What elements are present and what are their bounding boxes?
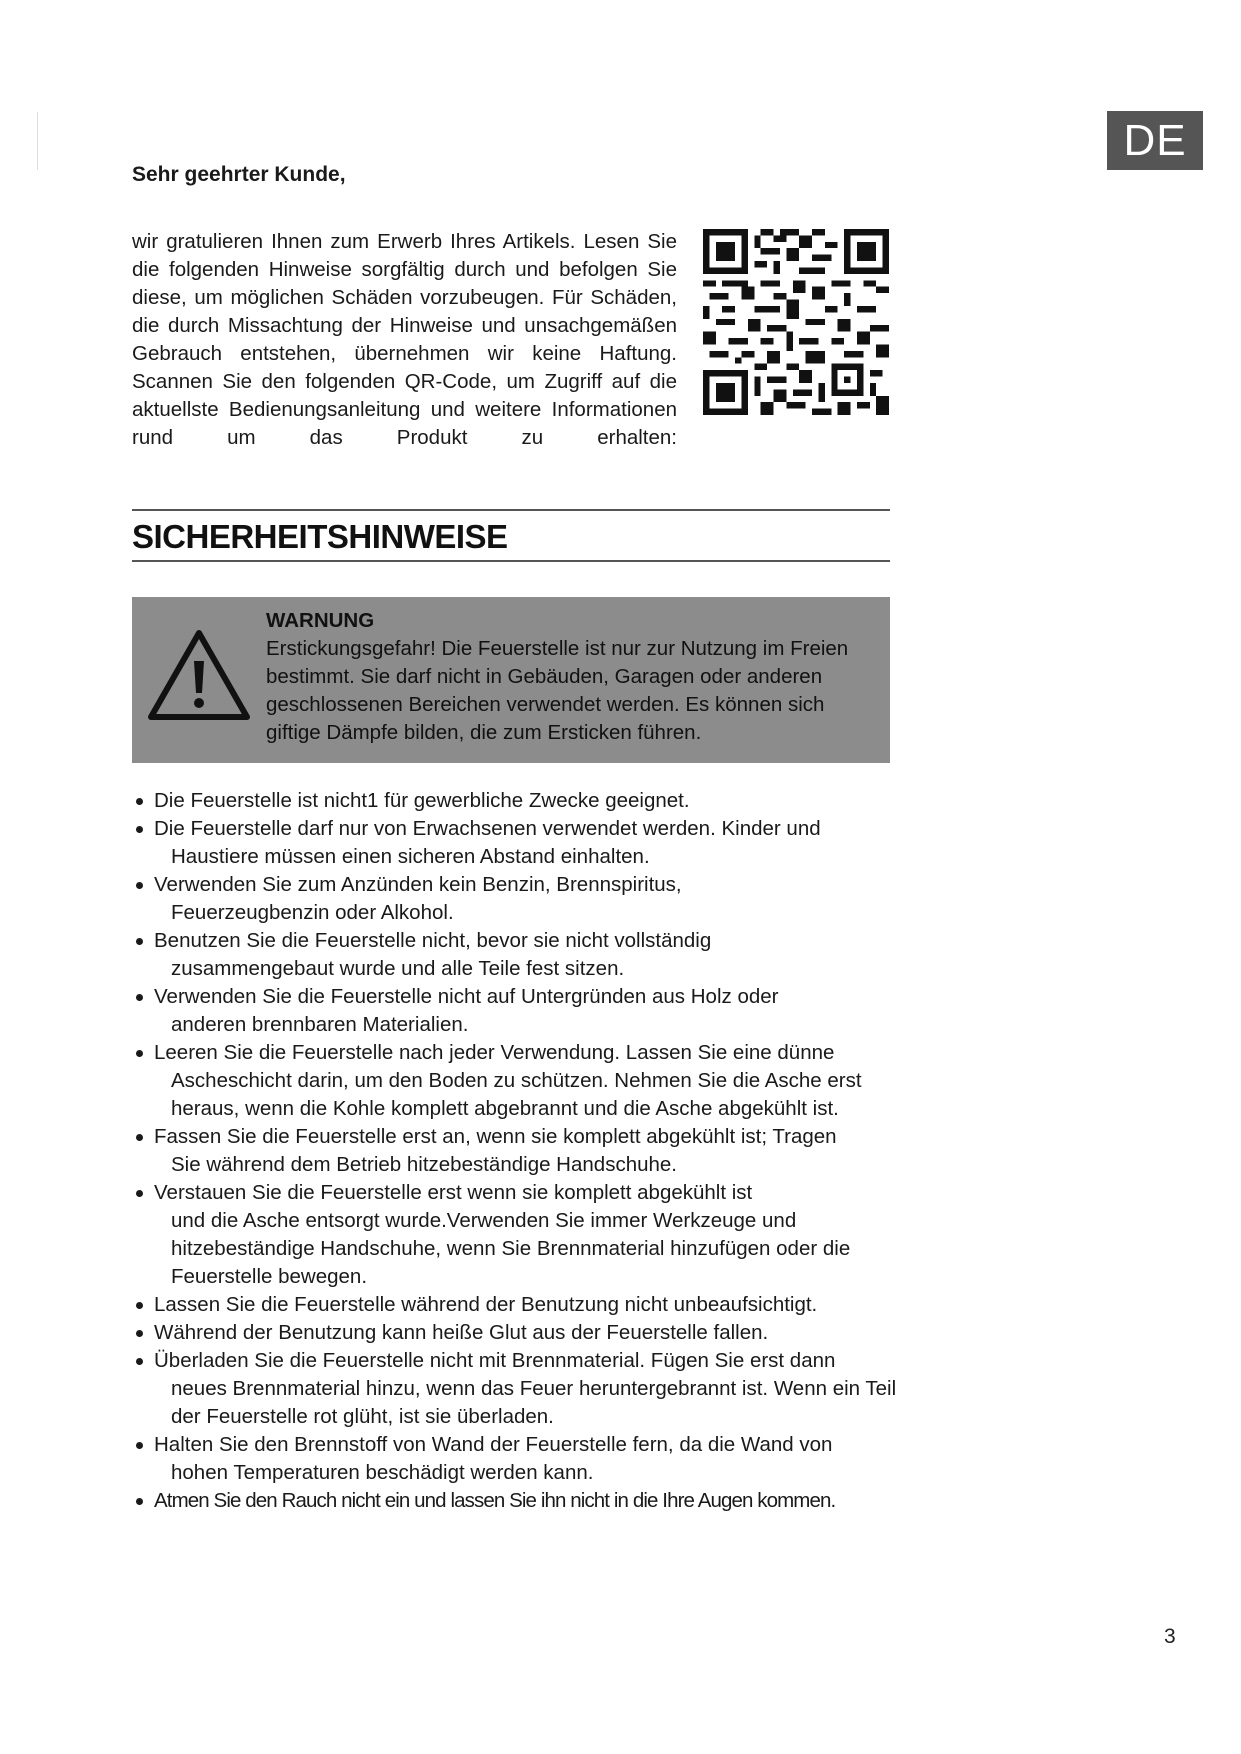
list-item-text: Verstauen Sie die Feuerstelle erst wenn sie komplett abgekühlt ist	[154, 1181, 753, 1204]
list-item-text: Leeren Sie die Feuerstelle nach jeder Verwendung. Lassen Sie eine dünne	[154, 1041, 835, 1064]
list-item	[132, 1347, 902, 1431]
list-item	[132, 1487, 902, 1515]
list-item	[132, 927, 902, 983]
list-item	[132, 871, 902, 927]
list-item	[132, 1319, 902, 1347]
list-item-continuation: neues Brennmaterial hinzu, wenn das Feuer heruntergebrannt ist. Wenn ein Teil der Feuerstelle rot glüht, ist sie überladen.	[171, 1377, 897, 1428]
list-item	[132, 815, 902, 871]
intro-paragraph: wir gratulieren Ihnen zum Erwerb Ihres Artikels. Lesen Sie die folgenden Hinweise sorgfältig durch und befolgen Sie diese, um möglichen Schäden vorzubeugen. Für Schäden, die durch Missachtung der Hinweise und unsachgemäßen Gebrauch entstehen, übernehmen wir keine Haftung. Scannen Sie den folgenden QR-Code, um Zugriff auf die aktuellste Bedienungsanleitung und weitere Informationen rund um das Produkt zu erhalten:	[132, 230, 677, 449]
list-item-text: Halten Sie den Brennstoff von Wand der Feuerstelle fern, da die Wand von	[154, 1433, 833, 1456]
list-item	[132, 1179, 902, 1291]
qr-code[interactable]	[703, 229, 889, 415]
warning-title: WARNUNG	[266, 609, 375, 632]
language-tab: DE	[1107, 111, 1203, 170]
list-item-text: Fassen Sie die Feuerstelle erst an, wenn sie komplett abgekühlt ist; Tragen	[154, 1125, 837, 1148]
list-item-text: Verwenden Sie zum Anzünden kein Benzin, Brennspiritus,	[154, 873, 682, 896]
safety-list	[132, 787, 902, 1515]
list-item	[132, 1291, 902, 1319]
section-rule-bottom	[132, 560, 890, 562]
list-item-text: Benutzen Sie die Feuerstelle nicht, bevor sie nicht vollständig	[154, 929, 712, 952]
section-rule-top	[132, 509, 890, 511]
list-item-text: Die Feuerstelle darf nur von Erwachsenen verwendet werden. Kinder und	[154, 817, 821, 840]
list-item-text: Die Feuerstelle ist nicht1 für gewerbliche Zwecke geeignet.	[154, 789, 690, 812]
list-item-text: Überladen Sie die Feuerstelle nicht mit Brennmaterial. Fügen Sie erst dann	[154, 1349, 836, 1372]
list-item-continuation: Feuerzeugbenzin oder Alkohol.	[171, 901, 454, 924]
list-item-continuation: und die Asche entsorgt wurde.Verwenden Sie immer Werkzeuge und hitzebeständige Handschuhe, wenn Sie Brennmaterial hinzufügen oder die Feuerstelle bewegen.	[171, 1209, 851, 1288]
list-item-continuation: Ascheschicht darin, um den Boden zu schützen. Nehmen Sie die Asche erst heraus, wenn die Kohle komplett abgebrannt und die Asche abgekühlt ist.	[171, 1069, 862, 1120]
warning-text-block	[266, 607, 876, 747]
list-item-continuation: Sie während dem Betrieb hitzebeständige Handschuhe.	[171, 1153, 677, 1176]
warning-body: Erstickungsgefahr! Die Feuerstelle ist nur zur Nutzung im Freien bestimmt. Sie darf nicht in Gebäuden, Garagen oder anderen geschlossenen Bereichen verwendet werden. Es können sich giftige Dämpfe bilden, die zum Ersticken führen.	[266, 637, 849, 744]
list-item-text: Lassen Sie die Feuerstelle während der Benutzung nicht unbeaufsichtigt.	[154, 1293, 818, 1316]
list-item	[132, 983, 902, 1039]
list-item-text: Atmen Sie den Rauch nicht ein und lassen Sie ihn nicht in die Ihre Augen kommen.	[154, 1489, 836, 1512]
warning-box	[132, 597, 890, 763]
list-item-continuation: zusammengebaut wurde und alle Teile fest sitzen.	[171, 957, 625, 980]
page-number: 3	[1164, 1625, 1176, 1648]
list-item-text: Verwenden Sie die Feuerstelle nicht auf Untergründen aus Holz oder	[154, 985, 779, 1008]
list-item-continuation: Haustiere müssen einen sicheren Abstand einhalten.	[171, 845, 650, 868]
list-item	[132, 1431, 902, 1487]
list-item-continuation: hohen Temperaturen beschädigt werden kann.	[171, 1461, 594, 1484]
section-title: SICHERHEITSHINWEISE	[132, 518, 508, 555]
margin-marker	[37, 112, 38, 170]
list-item	[132, 1123, 902, 1179]
list-item	[132, 787, 902, 815]
warning-triangle-icon	[146, 627, 252, 723]
list-item-continuation: anderen brennbaren Materialien.	[171, 1013, 469, 1036]
list-item	[132, 1039, 902, 1123]
greeting: Sehr geehrter Kunde,	[132, 163, 346, 186]
list-item-text: Während der Benutzung kann heiße Glut aus der Feuerstelle fallen.	[154, 1321, 769, 1344]
